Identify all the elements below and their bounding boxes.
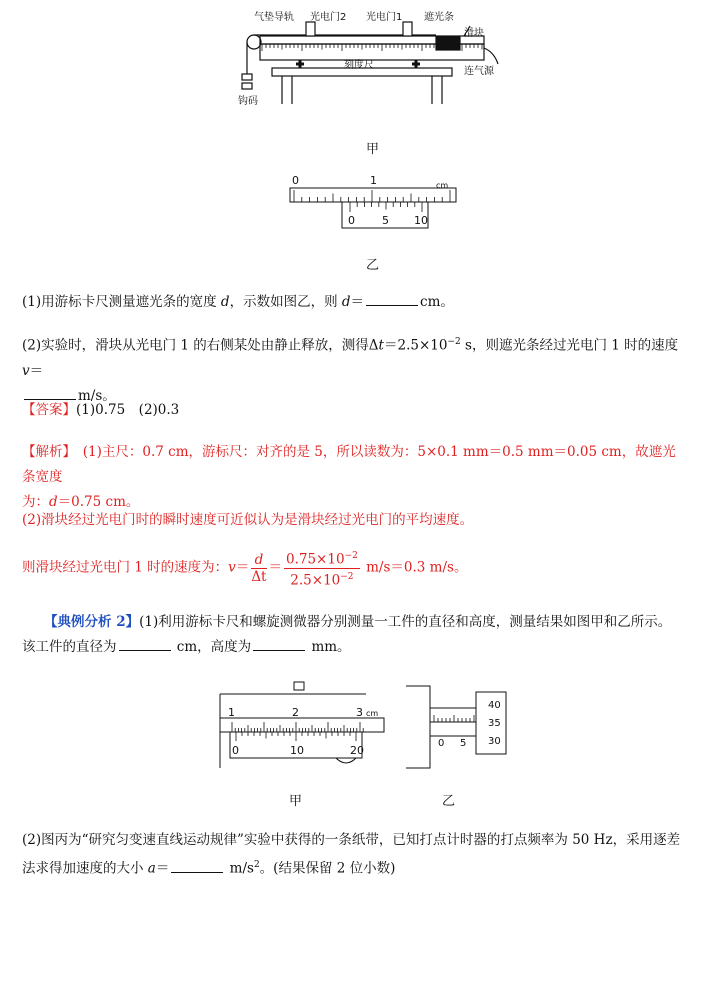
slider-block [436, 37, 460, 50]
sleeve-tick-0: 0 [438, 738, 445, 749]
vernier-caliper-diagram [286, 170, 462, 234]
sleeve-tick-5: 5 [460, 738, 467, 749]
example-2: 【典例分析 2】(1)利用游标卡尺和螺旋测微器分别测量一工件的直径和高度，测量结果如图甲和乙所示。 该工件的直径为 cm，高度为 mm。 [22, 614, 672, 655]
answer-blank-1[interactable] [366, 292, 418, 306]
figure3-caption: 甲 [289, 794, 303, 809]
main-tick-1: 1 [370, 174, 377, 187]
figure2-caption: 乙 [366, 258, 380, 273]
vernier-tick-0: 0 [348, 214, 355, 227]
analysis-part3: 则滑块经过光电门 1 时的速度为：v＝ $\frac{d}{\Delta t}$ ＝ $\frac{0.75\times 10^{-2}}{2.5\times 10^{-2}}$ m/s＝0.3 m/s。 [22, 548, 684, 588]
main-tick-0: 0 [292, 174, 299, 187]
vernier-tick-0b: 0 [232, 744, 239, 757]
main-tick-1b: 1 [228, 706, 235, 719]
gate2-label: 光电门2 [310, 12, 347, 23]
thimble-tick-30: 30 [488, 736, 501, 747]
air-source-label: 连气源 [464, 66, 494, 77]
unit-label-b: cm [366, 709, 379, 718]
caliper-figure-jia [216, 678, 388, 772]
vernier-tick-5: 5 [382, 214, 389, 227]
vernier-tick-10b: 10 [290, 744, 304, 757]
pulley [247, 35, 261, 49]
vernier-tick-10: 10 [414, 214, 428, 227]
vernier-tick-20b: 20 [350, 744, 364, 757]
question-1: (1)用游标卡尺测量遮光条的宽度 d，示数如图乙，则 d＝ cm。 [22, 294, 454, 310]
answer-line: 【答案】(1)0.75 (2)0.3 [22, 402, 180, 418]
figure1-caption: 甲 [366, 142, 380, 157]
scale-label: 刻度尺 [344, 60, 374, 71]
unit-label: cm [436, 181, 449, 190]
air-track-label: 气垫导轨 [254, 12, 294, 23]
air-track-diagram [236, 8, 506, 110]
answer-tag: 【答案】 [22, 402, 76, 418]
photogate-1 [403, 22, 412, 36]
thimble-tick-35: 35 [488, 718, 501, 729]
shading-strip-label: 遮光条 [424, 12, 454, 23]
gate1-label: 光电门1 [366, 12, 403, 23]
diameter-blank[interactable] [119, 637, 171, 651]
example-tag: 【典例分析 2】 [44, 614, 140, 630]
height-blank[interactable] [253, 637, 305, 651]
weight-label: 钩码 [238, 96, 258, 107]
question-2: (2)实验时，滑块从光电门 1 的右侧某处由静止释放，测得$\Delta t=2.5\times 10^{-2}$ s，则遮光条经过光电门 1 时的速度 v＝ m/s。 [22, 337, 679, 404]
analysis-part2: (2)滑块经过光电门时的瞬时速度可近似认为是滑块经过光电门的平均速度。 [22, 512, 474, 528]
analysis-part1: 【解析】 (1)主尺：0.7 cm，游标尺：对齐的是 5，所以读数为：5×0.1 mm＝0.5 mm＝0.05 cm，故遮光条宽度 为：d＝0.75 cm。 [22, 444, 676, 510]
slider-label: 滑块 [464, 28, 484, 39]
acceleration-blank[interactable] [171, 859, 223, 873]
main-tick-2b: 2 [292, 706, 299, 719]
analysis-tag: 【解析】 [22, 444, 70, 460]
figure4-caption: 乙 [442, 794, 456, 809]
main-tick-3b: 3 [356, 706, 363, 719]
photogate-2 [306, 22, 315, 36]
micrometer-figure-yi [404, 680, 514, 772]
thimble-tick-40: 40 [488, 700, 501, 711]
question-3: (2)图丙为“研究匀变速直线运动规律”实验中获得的一条纸带，已知打点计时器的打点频率为 50 Hz，采用逐差 法求得加速度的大小 $a= m/s^2$。(结果保留 2 位小数) [22, 832, 681, 877]
